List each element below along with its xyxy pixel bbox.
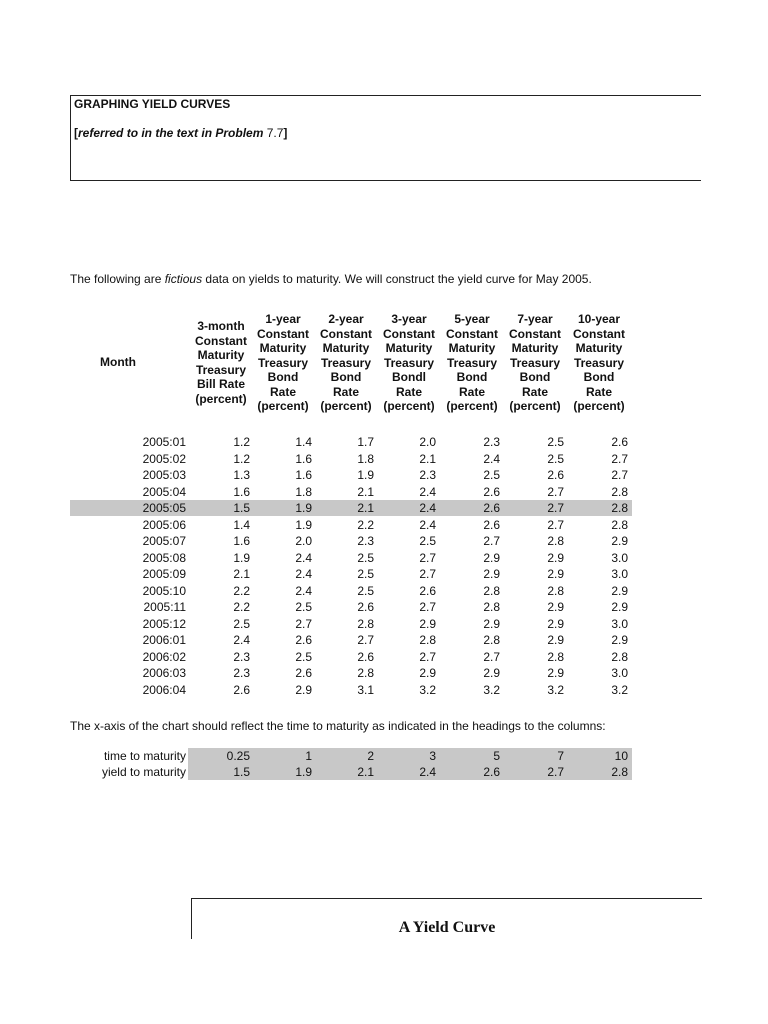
summary-cell: 2.8: [611, 765, 628, 779]
chart-frame: [191, 898, 702, 939]
column-header: 1-year Constant Maturity Treasury Bond Rate (percent): [257, 312, 309, 413]
table-cell: 2.9: [547, 550, 564, 565]
table-cell: 2.2: [233, 583, 250, 598]
table-cell: 3.0: [611, 567, 628, 581]
table-cell: 2.7: [419, 550, 436, 565]
table-cell: 2.6: [295, 666, 312, 680]
table-cell: 2.7: [295, 616, 312, 631]
table-cell: 2.2: [233, 600, 250, 614]
table-cell: 1.6: [233, 484, 250, 499]
table-cell: 2.9: [483, 666, 500, 680]
table-cell: 2.8: [547, 649, 564, 664]
table-row: [70, 484, 632, 500]
table-cell: 2.7: [419, 567, 436, 581]
table-row: [70, 451, 632, 467]
table-cell: 1.4: [233, 517, 250, 532]
table-cell: 2.8: [547, 534, 564, 548]
row-month: 2005:02: [142, 451, 186, 466]
table-row: [70, 550, 632, 566]
table-cell: 2.6: [547, 468, 564, 482]
table-cell: 2.6: [483, 501, 500, 515]
table-cell: 2.8: [611, 501, 628, 515]
table-cell: 1.8: [357, 451, 374, 466]
table-cell: 2.9: [547, 666, 564, 680]
table-row: [70, 566, 632, 582]
table-cell: 2.9: [611, 600, 628, 614]
table-cell: 2.8: [483, 633, 500, 647]
table-cell: 3.0: [611, 616, 628, 631]
table-cell: 1.3: [233, 468, 250, 482]
table-cell: 1.9: [357, 468, 374, 482]
table-cell: 2.7: [611, 468, 628, 482]
summary-cell: 1.5: [233, 765, 250, 779]
summary-cell: 5: [493, 749, 500, 763]
table-cell: 2.3: [233, 649, 250, 664]
table-cell: 2.6: [419, 583, 436, 598]
table-cell: 2.4: [295, 550, 312, 565]
table-cell: 1.8: [295, 484, 312, 499]
table-row: [70, 616, 632, 632]
table-cell: 1.7: [357, 435, 374, 449]
table-cell: 2.3: [357, 534, 374, 548]
table-row: [70, 467, 632, 483]
table-row: [70, 434, 632, 450]
table-cell: 2.9: [547, 567, 564, 581]
table-cell: 2.1: [233, 567, 250, 581]
table-cell: 2.7: [547, 517, 564, 532]
table-cell: 2.2: [357, 517, 374, 532]
table-cell: 2.7: [357, 633, 374, 647]
table-cell: 2.8: [357, 666, 374, 680]
table-row: [70, 583, 632, 599]
table-cell: 2.7: [419, 649, 436, 664]
row-month: 2005:03: [142, 468, 186, 482]
table-cell: 2.6: [233, 682, 250, 697]
table-cell: 2.9: [611, 534, 628, 548]
summary-cell: 7: [557, 749, 564, 763]
table-cell: 2.8: [611, 484, 628, 499]
table-cell: 2.8: [547, 583, 564, 598]
summary-cell: 2: [367, 749, 374, 763]
table-cell: 1.9: [295, 501, 312, 515]
summary-cell: 1: [305, 749, 312, 763]
table-cell: 2.5: [357, 550, 374, 565]
table-cell: 2.5: [233, 616, 250, 631]
row-month: 2005:08: [142, 550, 186, 565]
table-cell: 2.1: [357, 484, 374, 499]
table-cell: 2.5: [547, 435, 564, 449]
summary-cell: 3: [429, 749, 436, 763]
row-month: 2005:12: [142, 616, 186, 631]
title-box: [70, 95, 701, 181]
table-row: [70, 665, 632, 681]
table-cell: 2.6: [357, 649, 374, 664]
table-cell: 3.2: [419, 682, 436, 697]
table-cell: 2.5: [357, 583, 374, 598]
table-cell: 1.2: [233, 451, 250, 466]
table-cell: 2.1: [419, 451, 436, 466]
row-month: 2005:01: [142, 435, 186, 449]
row-month: 2005:06: [142, 517, 186, 532]
time-to-maturity-row: [70, 748, 632, 764]
column-header: 10-year Constant Maturity Treasury Bond Rate (percent): [573, 312, 625, 413]
summary-cell: 2.6: [483, 765, 500, 779]
table-row: [70, 517, 632, 533]
table-cell: 2.3: [233, 666, 250, 680]
table-cell: 1.9: [295, 517, 312, 532]
summary-cell: 1.9: [295, 765, 312, 779]
table-cell: 2.4: [419, 501, 436, 515]
row-month: 2005:10: [142, 583, 186, 598]
table-row: [70, 500, 632, 516]
table-cell: 3.0: [611, 666, 628, 680]
table-row: [70, 682, 632, 698]
yield-to-maturity-label: yield to maturity: [101, 765, 186, 779]
table-row: [70, 632, 632, 648]
table-cell: 2.5: [419, 534, 436, 548]
table-cell: 2.8: [611, 649, 628, 664]
summary-cell: 2.4: [419, 765, 436, 779]
chart-title: A Yield Curve: [398, 919, 496, 936]
table-cell: 3.1: [357, 682, 374, 697]
table-row: [70, 649, 632, 665]
column-header: 2-year Constant Maturity Treasury Bond Rate (percent): [320, 312, 372, 413]
table-cell: 2.5: [295, 600, 312, 614]
table-cell: 2.9: [295, 682, 312, 697]
table-cell: 2.9: [611, 633, 628, 647]
row-month: 2005:04: [142, 484, 186, 499]
summary-cell: 2.7: [547, 765, 564, 779]
month-header: Month: [100, 355, 136, 369]
table-cell: 2.8: [483, 600, 500, 614]
table-cell: 2.6: [295, 633, 312, 647]
table-cell: 2.4: [233, 633, 250, 647]
table-cell: 2.4: [419, 517, 436, 532]
table-cell: 1.9: [233, 550, 250, 565]
table-cell: 2.3: [419, 468, 436, 482]
table-cell: 2.6: [357, 600, 374, 614]
table-cell: 2.9: [483, 616, 500, 631]
table-cell: 2.5: [295, 649, 312, 664]
column-header: 3-month Constant Maturity Treasury Bill Rate (percent): [195, 319, 247, 406]
table-cell: 2.7: [611, 451, 628, 466]
table-cell: 2.6: [483, 484, 500, 499]
column-header: 5-year Constant Maturity Treasury Bond Rate (percent): [446, 312, 498, 413]
row-month: 2005:07: [142, 534, 186, 548]
time-to-maturity-label: time to maturity: [103, 749, 186, 763]
row-month: 2006:04: [142, 682, 186, 697]
table-cell: 1.5: [233, 501, 250, 515]
table-cell: 2.9: [419, 666, 436, 680]
table-cell: 2.4: [483, 451, 500, 466]
table-cell: 2.4: [419, 484, 436, 499]
table-cell: 2.9: [611, 583, 628, 598]
table-cell: 2.9: [419, 616, 436, 631]
row-month: 2006:01: [142, 633, 186, 647]
table-cell: 2.8: [357, 616, 374, 631]
table-cell: 2.5: [357, 567, 374, 581]
table-cell: 2.9: [547, 600, 564, 614]
table-cell: 2.4: [295, 567, 312, 581]
table-cell: 2.7: [483, 534, 500, 548]
page-title: GRAPHING YIELD CURVES: [74, 97, 231, 111]
table-cell: 2.5: [483, 468, 500, 482]
table-cell: 2.3: [483, 435, 500, 449]
row-month: 2006:02: [142, 649, 186, 664]
summary-cell: 0.25: [226, 749, 250, 763]
table-cell: 2.8: [611, 517, 628, 532]
table-cell: 2.5: [547, 451, 564, 466]
table-cell: 2.0: [419, 435, 436, 449]
row-month: 2005:11: [143, 600, 186, 614]
summary-cell: 10: [614, 749, 628, 763]
table-cell: 2.9: [547, 633, 564, 647]
table-cell: 2.4: [295, 583, 312, 598]
table-row: [70, 533, 632, 549]
table-cell: 1.6: [233, 534, 250, 548]
table-cell: 2.6: [483, 517, 500, 532]
table-cell: 2.6: [611, 435, 628, 449]
row-month: 2005:05: [142, 501, 186, 515]
intro-text: The following are fictious data on yields to maturity. We will construct the yield curve for May 2005.: [70, 272, 592, 286]
chart-note: The x-axis of the chart should reflect the time to maturity as indicated in the headings to the columns:: [70, 719, 606, 733]
table-cell: 2.9: [483, 550, 500, 565]
table-cell: 2.9: [483, 567, 500, 581]
table-cell: 1.4: [295, 435, 312, 449]
table-cell: 2.1: [357, 501, 374, 515]
column-header: 7-year Constant Maturity Treasury Bond Rate (percent): [509, 312, 561, 413]
table-cell: 3.2: [611, 682, 628, 697]
table-cell: 3.2: [547, 682, 564, 697]
column-header: 3-year Constant Maturity Treasury Bondl Rate (percent): [383, 312, 435, 413]
row-month: 2006:03: [142, 666, 186, 680]
table-cell: 2.7: [419, 600, 436, 614]
table-cell: 3.2: [483, 682, 500, 697]
table-cell: 3.0: [611, 550, 628, 565]
table-cell: 2.0: [295, 534, 312, 548]
table-cell: 2.7: [547, 501, 564, 515]
row-month: 2005:09: [142, 567, 186, 581]
table-row: [70, 599, 632, 615]
subtitle: [referred to in the text in Problem 7.7]: [74, 126, 288, 140]
table-cell: 2.9: [547, 616, 564, 631]
table-cell: 2.7: [547, 484, 564, 499]
table-cell: 1.6: [295, 468, 312, 482]
yield-to-maturity-row: [70, 764, 632, 780]
table-cell: 2.7: [483, 649, 500, 664]
table-cell: 1.6: [295, 451, 312, 466]
table-cell: 2.8: [419, 633, 436, 647]
table-cell: 2.8: [483, 583, 500, 598]
summary-cell: 2.1: [357, 765, 374, 779]
table-cell: 1.2: [233, 435, 250, 449]
